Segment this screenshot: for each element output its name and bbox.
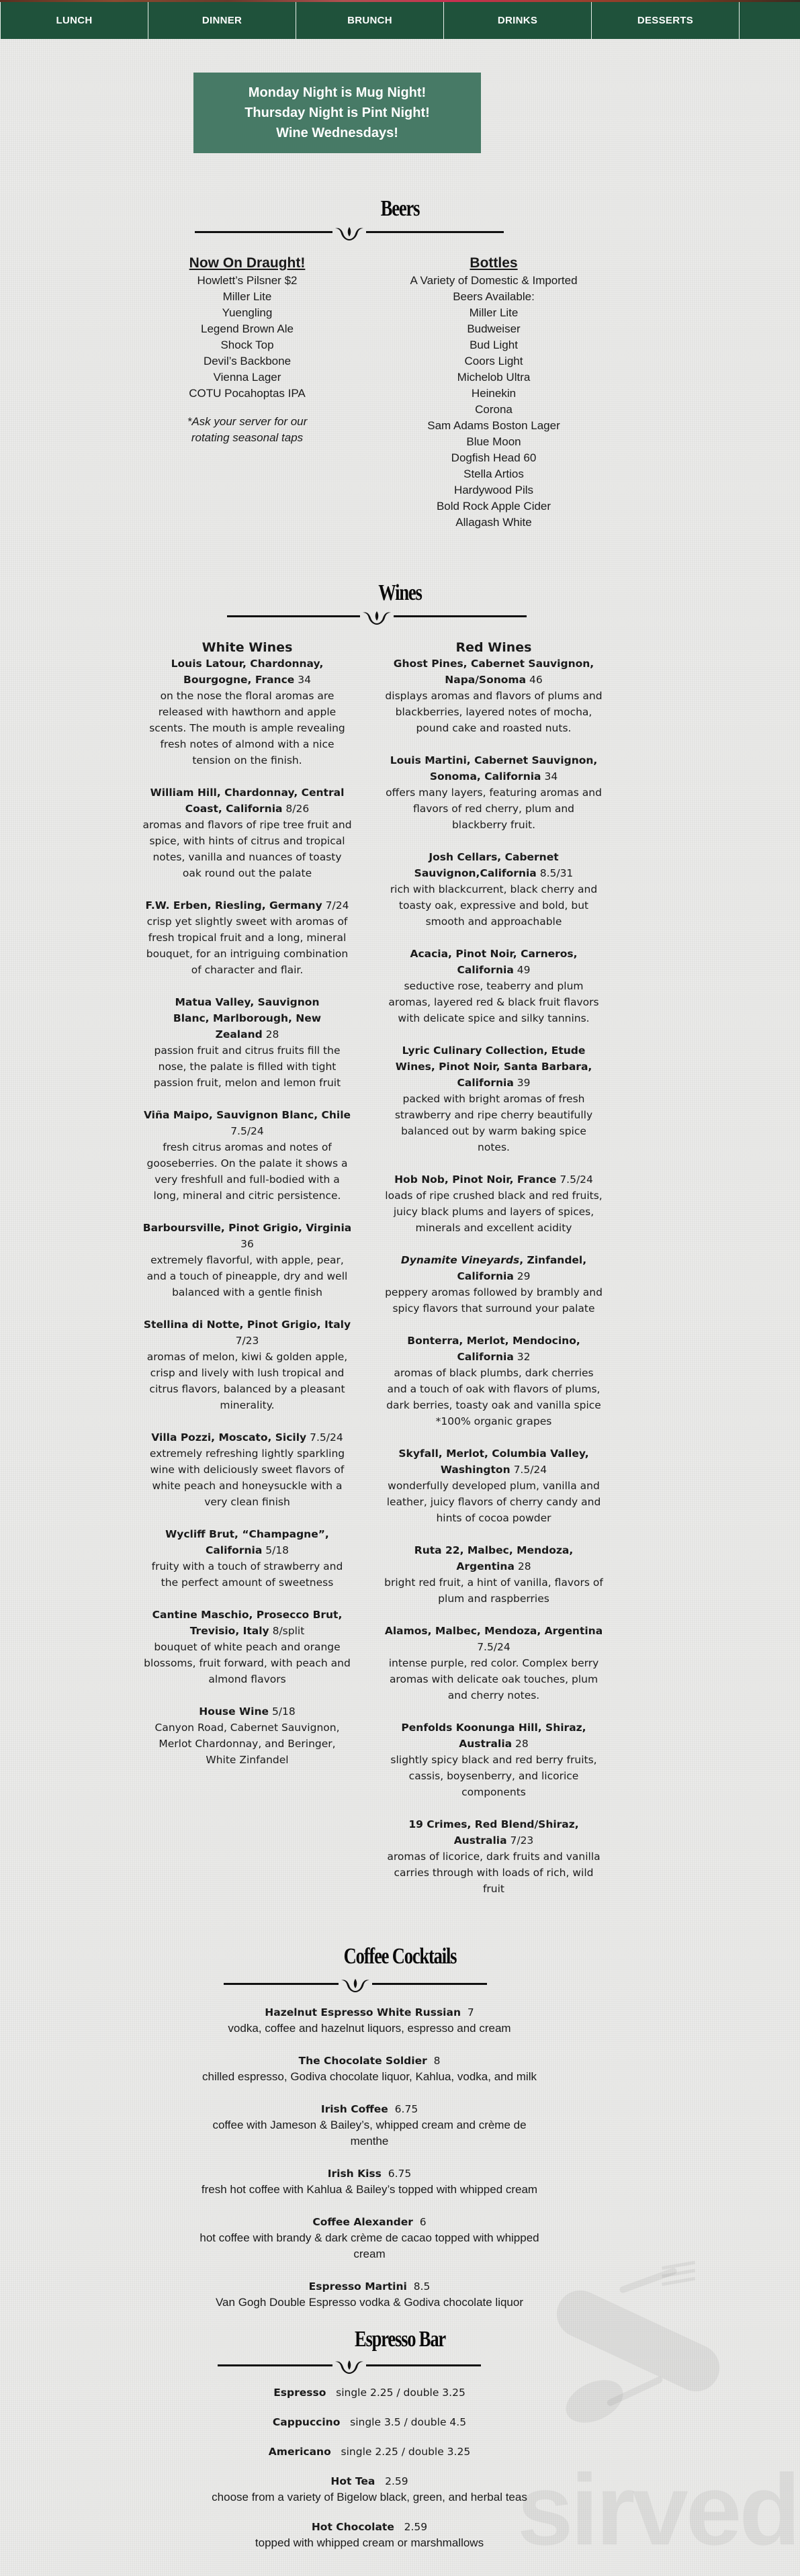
- bottle-item: Blue Moon: [466, 435, 521, 448]
- red-wines-heading: Red Wines: [455, 640, 532, 655]
- nav-extra[interactable]: [739, 2, 800, 39]
- wine-item: Villa Pozzi, Moscato, Sicily 7.5/24 extremely refreshing lightly sparkling wine with deliciously sweet flavors of white peach and honeysuckle with a very clean finish: [149, 1431, 345, 1508]
- bottle-item: Corona: [475, 403, 513, 416]
- espresso-bar-list: [195, 2385, 544, 2565]
- ornament-icon: [332, 224, 366, 240]
- bottle-item: Sam Adams Boston Lager: [427, 419, 560, 432]
- section-divider: [195, 224, 504, 239]
- red-wines-column: [384, 639, 603, 1913]
- wine-item: Barboursville, Pinot Grigio, Virginia 36 extremely flavorful, with apple, pear, and a touch of pineapple, dry and well balanced with a gentle finish: [142, 1222, 352, 1298]
- wine-item: Alamos, Malbec, Mendoza, Argentina 7.5/24 intense purple, red color. Complex berry aromas with delicate oak touches, plum and cherry notes.: [384, 1625, 603, 1701]
- wine-item: House Wine 5/18 Canyon Road, Cabernet Sauvignon, Merlot Chardonnay, and Beringer, White Zinfandel: [154, 1705, 340, 1766]
- watermark-text: sirved: [517, 2453, 798, 2566]
- bottle-item: Heinekin: [471, 387, 517, 400]
- bottle-item: Miller Lite: [469, 306, 519, 319]
- cocktail-item: Coffee Alexander 6 hot coffee with brandy & dark crème de cacao topped with whipped cream: [199, 2216, 539, 2260]
- draught-column: [146, 255, 348, 446]
- draught-item: Howlett’s Pilsner $2: [197, 274, 298, 287]
- main-nav: [0, 2, 800, 39]
- espresso-item: Hot Chocolate 2.59 topped with whipped cream or marshmallows: [255, 2521, 484, 2549]
- espresso-item: Espresso single 2.25 / double 3.25: [273, 2387, 465, 2399]
- section-title-wines: Wines: [378, 580, 422, 605]
- nav-drinks[interactable]: DRINKS: [443, 2, 591, 39]
- wine-item: Matua Valley, Sauvignon Blanc, Marlborough, New Zealand 28 passion fruit and citrus fruits fill the nose, the palate is filled with tight passion fruit, melon and lemon fruit: [153, 996, 341, 1089]
- bottle-item: Stella Artios: [463, 468, 524, 480]
- bottle-item: Hardywood Pils: [453, 484, 534, 496]
- nav-brunch[interactable]: BRUNCH: [296, 2, 443, 39]
- bottle-item: Allagash White: [455, 516, 532, 529]
- espresso-item: Hot Tea 2.59 choose from a variety of Bigelow black, green, and herbal teas: [212, 2475, 527, 2503]
- draught-item: Devil’s Backbone: [203, 355, 292, 367]
- cocktail-item: Hazelnut Espresso White Russian 7 vodka, coffee and hazelnut liquors, espresso and cream: [228, 2006, 511, 2035]
- draught-heading: Now On Draught!: [189, 255, 306, 271]
- wine-item: Lyric Culinary Collection, Etude Wines, Pinot Noir, Santa Barbara, California 39 packed with bright aromas of fresh strawberry and ripe cherry beautifully balanced out by warm baking spice notes.: [394, 1045, 593, 1153]
- draught-note: *Ask your server for our rotating seasonal taps: [187, 415, 308, 444]
- white-wines-column: [142, 639, 352, 1784]
- wine-item: Viña Maipo, Sauvignon Blanc, Chile 7.5/24 fresh citrus aromas and notes of gooseberries. On the palate it shows a very freshfull and full-bodied with a long, mineral and citric persistence.: [143, 1109, 351, 1202]
- section-title-coffee-cocktails: Coffee Cocktails: [343, 1944, 457, 1969]
- nav-lunch[interactable]: LUNCH: [0, 2, 148, 39]
- wine-item: F.W. Erben, Riesling, Germany 7/24 crisp yet slightly sweet with aromas of fresh tropical fruit and a long, mineral bouquet, for an intriguing combination of character and flair.: [145, 899, 349, 976]
- wine-item: Dynamite Vineyards, Zinfandel, California 29 peppery aromas followed by brambly and spicy flavors that surround your palate: [385, 1254, 603, 1315]
- bottle-item: Coors Light: [464, 355, 523, 367]
- section-title-beers: Beers: [380, 196, 420, 221]
- wine-item: Wycliff Brut, “Champagne”, California 5/18 fruity with a touch of strawberry and the perfect amount of sweetness: [151, 1528, 343, 1589]
- promo-line: Thursday Night is Pint Night!: [245, 105, 430, 120]
- sirved-watermark: [517, 2250, 799, 2573]
- wine-item: Skyfall, Merlot, Columbia Valley, Washington 7.5/24 wonderfully developed plum, vanilla and leather, juicy flavors of cherry candy and hints of cocoa powder: [386, 1448, 601, 1524]
- espresso-item: Americano single 2.25 / double 3.25: [268, 2446, 471, 2458]
- wine-item: Penfolds Koonunga Hill, Shiraz, Australia 28 slightly spicy black and red berry fruits, cassis, boysenberry, and licorice components: [390, 1722, 597, 1798]
- draught-item: Shock Top: [220, 339, 274, 351]
- bottle-item: Bold Rock Apple Cider: [436, 500, 551, 513]
- wine-item: Josh Cellars, Cabernet Sauvignon,California 8.5/31 rich with blackcurrent, black cherry and toasty oak, expressive and bold, but smooth and approachable: [390, 851, 598, 928]
- cocktail-item: Irish Kiss 6.75 fresh hot coffee with Kahlua & Bailey’s topped with whipped cream: [201, 2168, 538, 2196]
- cocktail-item: Espresso Martini 8.5 Van Gogh Double Espresso vodka & Godiva chocolate liquor: [215, 2280, 523, 2309]
- wine-item: 19 Crimes, Red Blend/Shiraz, Australia 7/23 aromas of licorice, dark fruits and vanilla carries through with loads of rich, wild fruit: [387, 1818, 601, 1895]
- promo-line: Wine Wednesdays!: [276, 126, 398, 140]
- wine-item: Louis Martini, Cabernet Sauvignon, Sonoma, California 34 offers many layers, featuring aromas and flavors of red cherry, plum and blackberry fruit.: [386, 754, 602, 831]
- bottle-item: Dogfish Head 60: [451, 451, 537, 464]
- wine-item: Hob Nob, Pinot Noir, France 7.5/24 loads of ripe crushed black and red fruits, juicy black plums and layers of spices, minerals and excellent acidity: [385, 1173, 603, 1234]
- nav-dinner[interactable]: DINNER: [148, 2, 296, 39]
- promo-banner: [193, 73, 481, 153]
- section-title-espresso-bar: Espresso Bar: [354, 2327, 446, 2352]
- ornament-icon: [339, 1976, 372, 1992]
- section-divider: [227, 609, 527, 623]
- bottles-column: [386, 255, 601, 531]
- cocktail-item: Irish Coffee 6.75 coffee with Jameson & Bailey’s, whipped cream and crème de menthe: [212, 2103, 527, 2147]
- bottle-item: Michelob Ultra: [457, 371, 531, 384]
- draught-item: COTU Pocahoptas IPA: [189, 387, 306, 400]
- ornament-icon: [332, 2358, 366, 2374]
- section-divider: [218, 2358, 481, 2372]
- wine-item: Cantine Maschio, Prosecco Brut, Trevisio, Italy 8/split bouquet of white peach and orange blossoms, fruit forward, with peach and almond flavors: [144, 1609, 351, 1685]
- coffee-cocktails-list: [195, 2004, 544, 2327]
- bottles-intro: A Variety of Domestic & Imported Beers Available:: [410, 274, 578, 303]
- cocktail-item: The Chocolate Soldier 8 chilled espresso, Godiva chocolate liquor, Kahlua, vodka, and milk: [202, 2055, 537, 2083]
- promo-line: Monday Night is Mug Night!: [248, 85, 427, 100]
- wine-item: Louis Latour, Chardonnay, Bourgogne, France 34 on the nose the floral aromas are released with hawthorn and apple scents. The mouth is ample revealing fresh notes of almond with a nice tension on the finish.: [149, 658, 345, 766]
- draught-item: Vienna Lager: [213, 371, 281, 384]
- section-divider: [224, 1976, 487, 1991]
- wine-item: Ruta 22, Malbec, Mendoza, Argentina 28 bright red fruit, a hint of vanilla, flavors of plum and raspberries: [384, 1544, 603, 1605]
- white-wines-heading: White Wines: [202, 640, 293, 655]
- wine-item: William Hill, Chardonnay, Central Coast, California 8/26 aromas and flavors of ripe tree fruit and spice, with hints of citrus and tropical notes, vanilla and nuances of toasty oak round out the palate: [142, 787, 352, 879]
- draught-item: Legend Brown Ale: [201, 322, 294, 335]
- espresso-item: Cappuccino single 3.5 / double 4.5: [272, 2416, 467, 2428]
- nav-desserts[interactable]: DESSERTS: [591, 2, 739, 39]
- draught-item: Miller Lite: [222, 290, 272, 303]
- bottle-item: Budweiser: [467, 322, 521, 335]
- wine-item: Bonterra, Merlot, Mendocino, California 32 aromas of black plumbs, dark cherries and a touch of oak with flavors of plums, dark berries, toasty oak and vanilla spice *100% organic grapes: [386, 1335, 601, 1427]
- wine-item: Stellina di Notte, Pinot Grigio, Italy 7/23 aromas of melon, kiwi & golden apple, crisp and lively with lush tropical and citrus flavors, balanced by a pleasant minerality.: [143, 1319, 351, 1411]
- ornament-icon: [360, 609, 394, 625]
- wine-item: Ghost Pines, Cabernet Sauvignon, Napa/Sonoma 46 displays aromas and flavors of plums and blackberries, layered notes of mocha, pound cake and roasted nuts.: [385, 658, 603, 734]
- draught-item: Yuengling: [222, 306, 273, 319]
- wine-item: Acacia, Pinot Noir, Carneros, California 49 seductive rose, teaberry and plum aromas, layered red & black fruit flavors with delicate spice and silky tannins.: [388, 948, 599, 1024]
- bottles-heading: Bottles: [470, 255, 518, 271]
- bottle-item: Bud Light: [470, 339, 518, 351]
